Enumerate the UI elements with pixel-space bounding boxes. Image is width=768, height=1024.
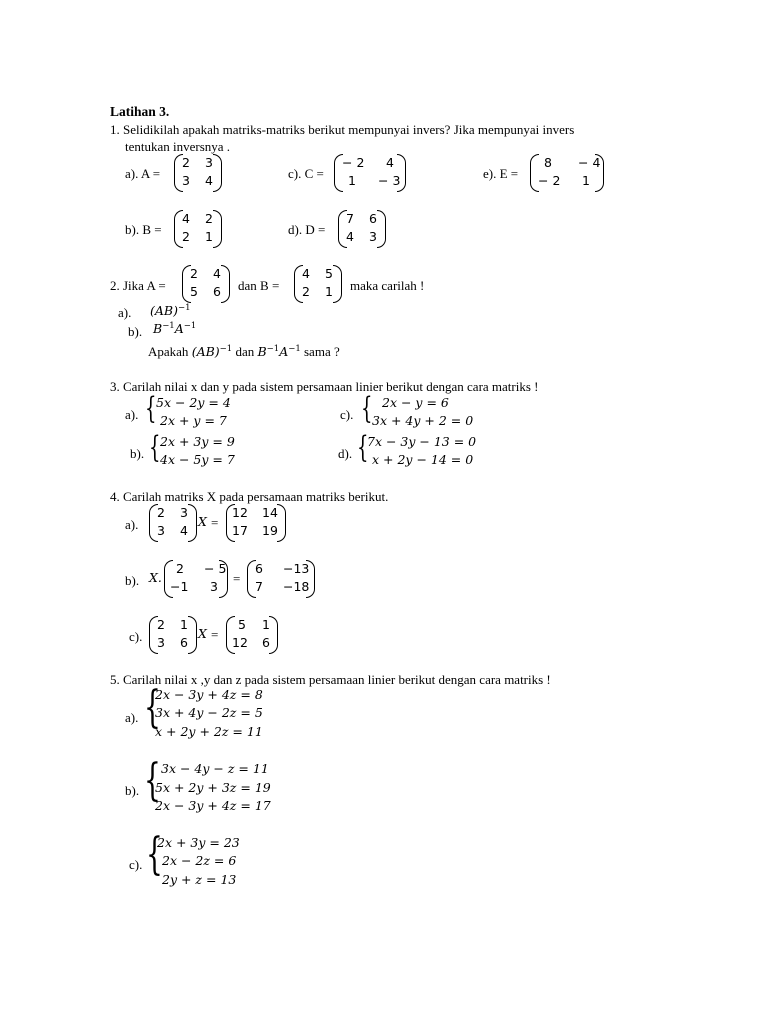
equation: 2x + y = 7 [160, 413, 227, 428]
q4-text: 4. Carilah matriks X pada persamaan matriks berikut. [110, 489, 389, 504]
equation: x + 2y + 2z = 11 [155, 724, 263, 739]
q2-prefix: 2. Jika A = [110, 278, 166, 293]
matrix-q4a-left: 2 3 3 4 [149, 504, 197, 542]
matrix-q4b-left: 2 − 5 −1 3 [164, 560, 228, 598]
q1e-label: e). E = [483, 166, 519, 181]
brace: { [144, 682, 161, 733]
q4c-label: c). [129, 629, 143, 644]
brace: { [149, 430, 161, 465]
equation: 3x − 4y − z = 11 [161, 761, 269, 776]
equation: 2y + z = 13 [162, 872, 237, 887]
q5c-label: c). [129, 857, 143, 872]
q5-text: 5. Carilah nilai x ,y dan z pada sistem persamaan linier berikut dengan cara matriks ! [110, 672, 551, 687]
q2-suffix: maka carilah ! [350, 278, 425, 293]
q3b-label: b). [130, 446, 145, 461]
q2-question: Apakah (AB)$^{-1}$ dan $B^{-1}A^{-1}$ sama ? [148, 344, 340, 359]
q2b-expr: $B^{-1}A^{-1}$ [153, 321, 197, 336]
matrix-E: 8 − 4 − 2 1 [530, 154, 604, 192]
matrix-B: 4 2 2 1 [174, 210, 222, 248]
brace: { [146, 829, 163, 880]
equation: 7x − 3y − 13 = 0 [367, 434, 477, 449]
equals-sign: = [211, 515, 219, 530]
matrix-C: − 2 4 1 − 3 [334, 154, 406, 192]
q1-text-cont: tentukan inversnya . [125, 139, 231, 154]
equation: 2x − 3y + 4z = 17 [155, 798, 271, 813]
q3d-label: d). [338, 446, 353, 461]
equation: 2x + 3y = 9 [160, 434, 235, 449]
matrix-x: X. [149, 570, 162, 585]
equation: 3x + 4y − 2z = 5 [155, 705, 263, 720]
q3a-label: a). [125, 407, 139, 422]
q1a-label: a). A = [125, 166, 161, 181]
equation: 2x − 3y + 4z = 8 [155, 687, 263, 702]
q1d-label: d). D = [288, 222, 326, 237]
matrix-x: X [198, 626, 207, 641]
equation: 2x − y = 6 [382, 395, 449, 410]
matrix-x: X [198, 514, 207, 529]
matrix-q4b-right: 6 −13 7 −18 [247, 560, 315, 598]
equation: 2x − 2z = 6 [162, 853, 237, 868]
brace: { [357, 430, 369, 465]
equation: x + 2y − 14 = 0 [372, 452, 474, 467]
equation: 2x + 3y = 23 [157, 835, 240, 850]
q2a-label: a). [118, 305, 132, 320]
q1-text: 1. Selidikilah apakah matriks-matriks berikut mempunyai invers? Jika mempunyai invers [110, 122, 575, 137]
page-title: Latihan 3. [110, 104, 170, 119]
equation: 5x − 2y = 4 [156, 395, 231, 410]
matrix-q4a-right: 12 14 17 19 [226, 504, 286, 542]
equation: 4x − 5y = 7 [160, 452, 235, 467]
q3c-label: c). [340, 407, 354, 422]
brace: { [144, 755, 161, 806]
q3-text: 3. Carilah nilai x dan y pada sistem persamaan linier berikut dengan cara matriks ! [110, 379, 539, 394]
q2-mid: dan B = [238, 278, 280, 293]
matrix-q4c-left: 2 1 3 6 [149, 616, 197, 654]
q2b-label: b). [128, 324, 143, 339]
q4b-label: b). [125, 573, 140, 588]
matrix-q4c-right: 5 1 12 6 [226, 616, 278, 654]
equation: 3x + 4y + 2 = 0 [372, 413, 474, 428]
matrix-D: 7 6 4 3 [338, 210, 386, 248]
q2a-expr: (AB)$^{-1}$ [150, 303, 191, 318]
brace: { [145, 391, 157, 426]
equals-sign: = [233, 571, 241, 586]
equals-sign: = [211, 627, 219, 642]
q1c-label: c). C = [288, 166, 324, 181]
q5a-label: a). [125, 710, 139, 725]
brace: { [361, 391, 373, 426]
matrix-A2: 2 4 5 6 [182, 265, 230, 303]
q5b-label: b). [125, 783, 140, 798]
equation: 5x + 2y + 3z = 19 [155, 780, 271, 795]
matrix-A: 2 3 3 4 [174, 154, 222, 192]
q1b-label: b). B = [125, 222, 162, 237]
matrix-B2: 4 5 2 1 [294, 265, 342, 303]
q4a-label: a). [125, 517, 139, 532]
